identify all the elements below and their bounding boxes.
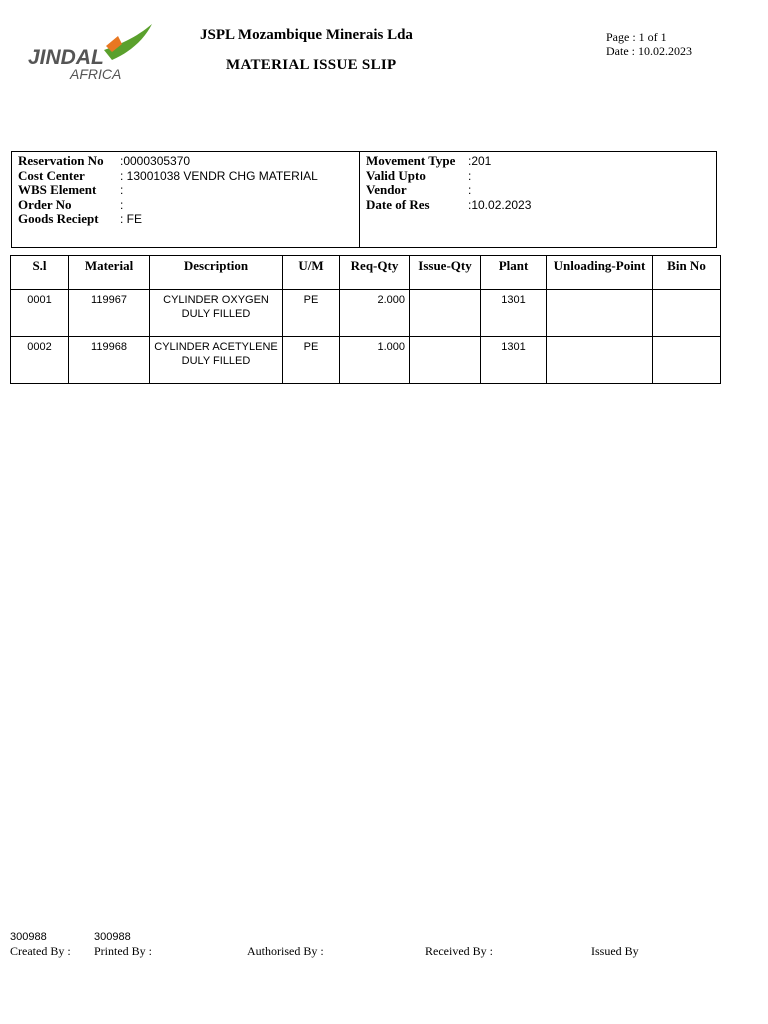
field-value: : xyxy=(468,168,472,183)
page-info xyxy=(606,30,692,58)
cell-material: 119967 xyxy=(69,290,150,337)
cell-unloading-point xyxy=(547,337,653,384)
field-order-no xyxy=(18,198,318,213)
cell-sl: 0002 xyxy=(11,337,69,384)
printed-by xyxy=(94,930,152,958)
col-header-material: Material xyxy=(69,256,150,290)
field-value: :201 xyxy=(468,154,492,168)
logo-sub-text: AFRICA xyxy=(70,66,122,82)
cell-description: CYLINDER OXYGEN DULY FILLED xyxy=(150,290,283,337)
created-by xyxy=(10,930,71,958)
cell-plant: 1301 xyxy=(481,337,547,384)
box-divider xyxy=(359,152,360,247)
field-value: : xyxy=(120,197,124,212)
cell-unloading-point xyxy=(547,290,653,337)
field-label: WBS Element xyxy=(18,182,97,198)
cell-sl: 0001 xyxy=(11,290,69,337)
col-header-sl: S.l xyxy=(11,256,69,290)
company-name: JSPL Mozambique Minerais Lda xyxy=(200,27,413,43)
cell-bin-no xyxy=(653,337,721,384)
field-reservation-no xyxy=(18,154,318,169)
printed-by-label: Printed By : xyxy=(94,944,153,958)
field-label: Valid Upto xyxy=(366,167,426,183)
field-date-of-res xyxy=(366,198,531,213)
items-table xyxy=(10,255,721,384)
authorised-by xyxy=(247,930,324,958)
col-header-um: U/M xyxy=(283,256,340,290)
field-cost-center xyxy=(18,169,318,184)
field-label: Cost Center xyxy=(18,167,85,183)
field-label: Movement Type xyxy=(366,153,456,168)
field-wbs-element xyxy=(18,183,318,198)
col-header-unloading-point: Unloading-Point xyxy=(547,256,653,290)
cell-material: 119968 xyxy=(69,337,150,384)
field-value: : xyxy=(468,183,472,198)
table-row xyxy=(11,337,721,384)
cell-bin-no xyxy=(653,290,721,337)
cell-req-qty: 1.000 xyxy=(340,337,410,384)
cell-um: PE xyxy=(283,337,340,384)
cell-plant: 1301 xyxy=(481,290,547,337)
authorised-by-label: Authorised By : xyxy=(247,944,324,958)
cell-issue-qty xyxy=(410,337,481,384)
reservation-left-column xyxy=(18,154,318,227)
field-label: Order No xyxy=(18,196,72,212)
authorised-by-value xyxy=(247,930,324,944)
field-label: Goods Reciept xyxy=(18,211,99,227)
reservation-right-column xyxy=(366,154,531,212)
field-value: : 13001038 VENDR CHG MATERIAL xyxy=(120,168,318,183)
print-date: Date : 10.02.2023 xyxy=(606,44,692,58)
issued-by-value xyxy=(591,930,639,944)
field-vendor xyxy=(366,183,531,198)
field-value: :10.02.2023 xyxy=(468,197,532,212)
logo-graphic xyxy=(26,22,158,82)
cell-req-qty: 2.000 xyxy=(340,290,410,337)
field-value: : xyxy=(120,183,124,198)
field-label: Reservation No xyxy=(18,153,104,168)
field-label: Date of Res xyxy=(366,196,430,212)
table-row xyxy=(11,290,721,337)
received-by xyxy=(425,930,493,958)
issued-by xyxy=(591,930,639,958)
field-label: Vendor xyxy=(366,182,407,198)
cell-um: PE xyxy=(283,290,340,337)
reservation-info-box xyxy=(11,151,717,248)
col-header-description: Description xyxy=(150,256,283,290)
logo-brand-text: JINDAL xyxy=(28,46,104,69)
jindal-africa-logo xyxy=(26,22,158,82)
received-by-label: Received By : xyxy=(425,944,493,958)
col-header-issue-qty: Issue-Qty xyxy=(410,256,481,290)
col-header-bin-no: Bin No xyxy=(653,256,721,290)
field-goods-receipt xyxy=(18,212,318,227)
received-by-value xyxy=(425,930,493,944)
field-movement-type xyxy=(366,154,531,169)
field-value: : FE xyxy=(120,212,143,227)
col-header-req-qty: Req-Qty xyxy=(340,256,410,290)
printed-by-value: 300988 xyxy=(94,931,131,943)
col-header-plant: Plant xyxy=(481,256,547,290)
created-by-value: 300988 xyxy=(10,931,47,943)
created-by-label: Created By : xyxy=(10,944,71,958)
document-title: MATERIAL ISSUE SLIP xyxy=(226,57,397,73)
table-header-row xyxy=(11,256,721,290)
cell-issue-qty xyxy=(410,290,481,337)
field-value: :0000305370 xyxy=(120,154,191,168)
cell-description: CYLINDER ACETYLENE DULY FILLED xyxy=(150,337,283,384)
field-valid-upto xyxy=(366,169,531,184)
page-number: Page : 1 of 1 xyxy=(606,30,667,44)
issued-by-label: Issued By xyxy=(591,944,639,958)
